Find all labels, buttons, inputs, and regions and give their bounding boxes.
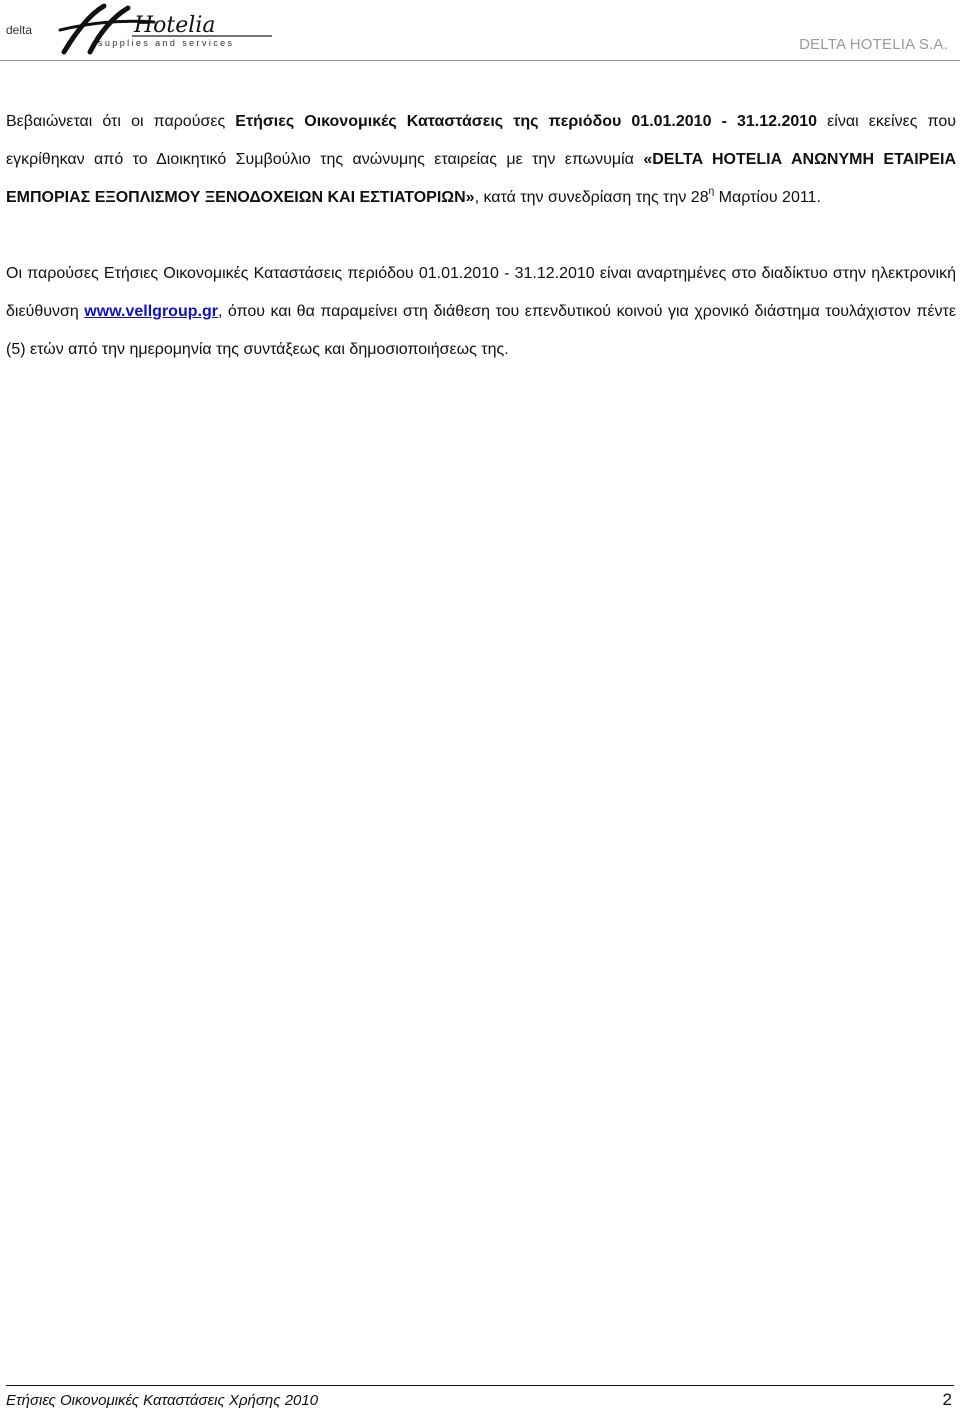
p1-text-3: , κατά την συνεδρίαση της την 28 (474, 189, 709, 206)
publication-paragraph (6, 255, 956, 369)
p1-period-bold: Ετήσιες Οικονομικές Καταστάσεις της περιόδου 01.01.2010 - 31.12.2010 (235, 113, 818, 130)
company-name-header: DELTA HOTELIA S.A. (799, 36, 948, 53)
p2-text-2: , όπου και θα παραμείνει στη διάθεση του επενδυτικού κοινού για χρονικό διάστημα τουλάχιστον πέντε (5) ετών από την ημερομηνία της συντάξεως και δημοσιοποιήσεως της. (6, 303, 956, 358)
p1-company-name-bold: «DELTA HOTELIA ΑΝΩΝΥΜΗ ΕΤΑΙΡΕΙΑ ΕΜΠΟΡΙΑΣ ΕΞΟΠΛΙΣΜΟΥ ΞΕΝΟΔΟΧΕΙΩΝ ΚΑΙ ΕΣΤΙΑΤΟΡΙΩΝ» (6, 151, 956, 206)
hotelia-logo-graphic (4, 2, 276, 56)
page-number: 2 (942, 1390, 952, 1409)
p1-superscript: η (708, 186, 715, 197)
vellgroup-link[interactable]: www.vellgroup.gr (84, 303, 218, 320)
logo-word-delta: delta (6, 23, 33, 37)
paragraph-gap (6, 217, 956, 255)
document-body (6, 103, 956, 369)
footer-divider (6, 1385, 954, 1386)
logo-tagline: supplies and services (98, 38, 235, 48)
p1-text-2: είναι εκείνες που εγκρίθηκαν από το Διοικητικό Συμβούλιο της ανώνυμης εταιρείας με την επωνυμία (6, 113, 956, 168)
page-header (0, 0, 960, 62)
p1-text-4: Μαρτίου 2011. (714, 189, 821, 206)
logo-word-script: Hotelia (134, 13, 216, 38)
footer-title: Ετήσιες Οικονομικές Καταστάσεις Χρήσης 2010 (6, 1392, 319, 1409)
p1-text-1: Βεβαιώνεται ότι οι παρούσες (6, 113, 236, 130)
header-divider (0, 60, 960, 61)
company-logo (4, 2, 276, 56)
p2-text-1: Οι παρούσες Ετήσιες Οικονομικές Καταστάσεις περιόδου 01.01.2010 - 31.12.2010 είναι αναρτημένες στο διαδίκτυο στην ηλεκτρονική διεύθυνση (6, 265, 956, 320)
certification-paragraph (6, 103, 956, 217)
